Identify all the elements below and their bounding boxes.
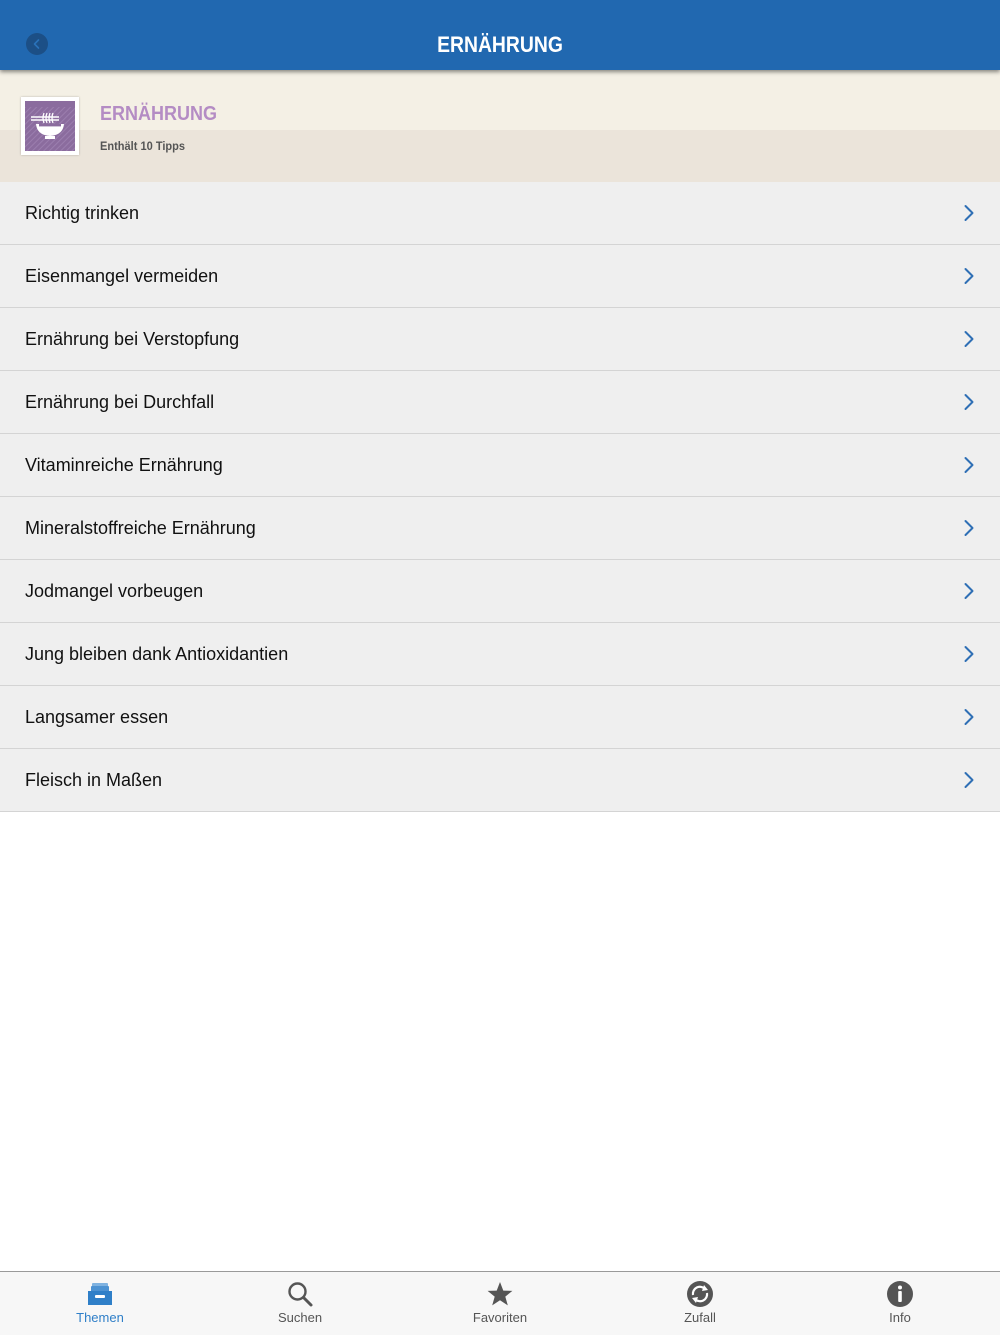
tab-suchen[interactable]: [200, 1272, 400, 1335]
tab-info[interactable]: [800, 1272, 1000, 1335]
chevron-right-icon: [963, 771, 975, 789]
list-item[interactable]: [0, 245, 1000, 308]
list-item-label: Ernährung bei Verstopfung: [25, 329, 240, 349]
tab-label: Info: [889, 1310, 911, 1325]
tab-zufall[interactable]: [600, 1272, 800, 1335]
chevron-right-icon: [963, 393, 975, 411]
tip-list: [0, 182, 1000, 812]
chevron-right-icon: [963, 456, 975, 474]
chevron-right-icon: [963, 267, 975, 285]
list-item-label: Ernährung bei Durchfall: [25, 392, 215, 412]
list-item-label: Eisenmangel vermeiden: [25, 266, 219, 286]
tab-label: Zufall: [684, 1310, 716, 1325]
list-item[interactable]: [0, 749, 1000, 812]
list-item[interactable]: [0, 371, 1000, 434]
list-item[interactable]: [0, 623, 1000, 686]
tab-label: Favoriten: [472, 1310, 528, 1325]
navigation-bar: [0, 0, 1000, 70]
info-icon: [886, 1280, 914, 1308]
shuffle-icon: [686, 1280, 714, 1308]
list-item[interactable]: [0, 434, 1000, 497]
list-item-label: Jung bleiben dank Antioxidantien: [25, 644, 289, 664]
drawer-icon: [86, 1280, 114, 1308]
list-item[interactable]: [0, 686, 1000, 749]
star-icon: [486, 1280, 514, 1308]
chevron-right-icon: [963, 519, 975, 537]
category-tip-count: Enthält 10 Tipps: [100, 139, 186, 153]
bowl-chopsticks-icon: [25, 101, 75, 151]
list-item-label: Fleisch in Maßen: [25, 770, 163, 790]
list-item[interactable]: [0, 308, 1000, 371]
list-item-label: Richtig trinken: [25, 203, 140, 223]
chevron-right-icon: [963, 204, 975, 222]
tab-favoriten[interactable]: [400, 1272, 600, 1335]
list-item[interactable]: [0, 182, 1000, 245]
chevron-right-icon: [963, 330, 975, 348]
list-item-label: Jodmangel vorbeugen: [25, 581, 204, 601]
back-circle-icon: [26, 33, 48, 55]
page-title: ERNÄHRUNG: [437, 32, 563, 57]
tab-themen[interactable]: [0, 1272, 200, 1335]
chevron-right-icon: [963, 708, 975, 726]
category-title: ERNÄHRUNG: [100, 103, 217, 125]
search-icon: [286, 1280, 314, 1308]
chevron-right-icon: [963, 582, 975, 600]
tab-label: Suchen: [277, 1310, 323, 1325]
tab-bar: [0, 1271, 1000, 1335]
back-button[interactable]: [26, 33, 48, 55]
category-thumbnail: [21, 97, 79, 155]
list-item[interactable]: [0, 560, 1000, 623]
list-item[interactable]: [0, 497, 1000, 560]
list-item-label: Vitaminreiche Ernährung: [25, 455, 223, 475]
chevron-right-icon: [963, 645, 975, 663]
list-item-label: Mineralstoffreiche Ernährung: [25, 518, 256, 538]
list-item-label: Langsamer essen: [25, 707, 169, 727]
tab-label: Themen: [76, 1310, 124, 1325]
